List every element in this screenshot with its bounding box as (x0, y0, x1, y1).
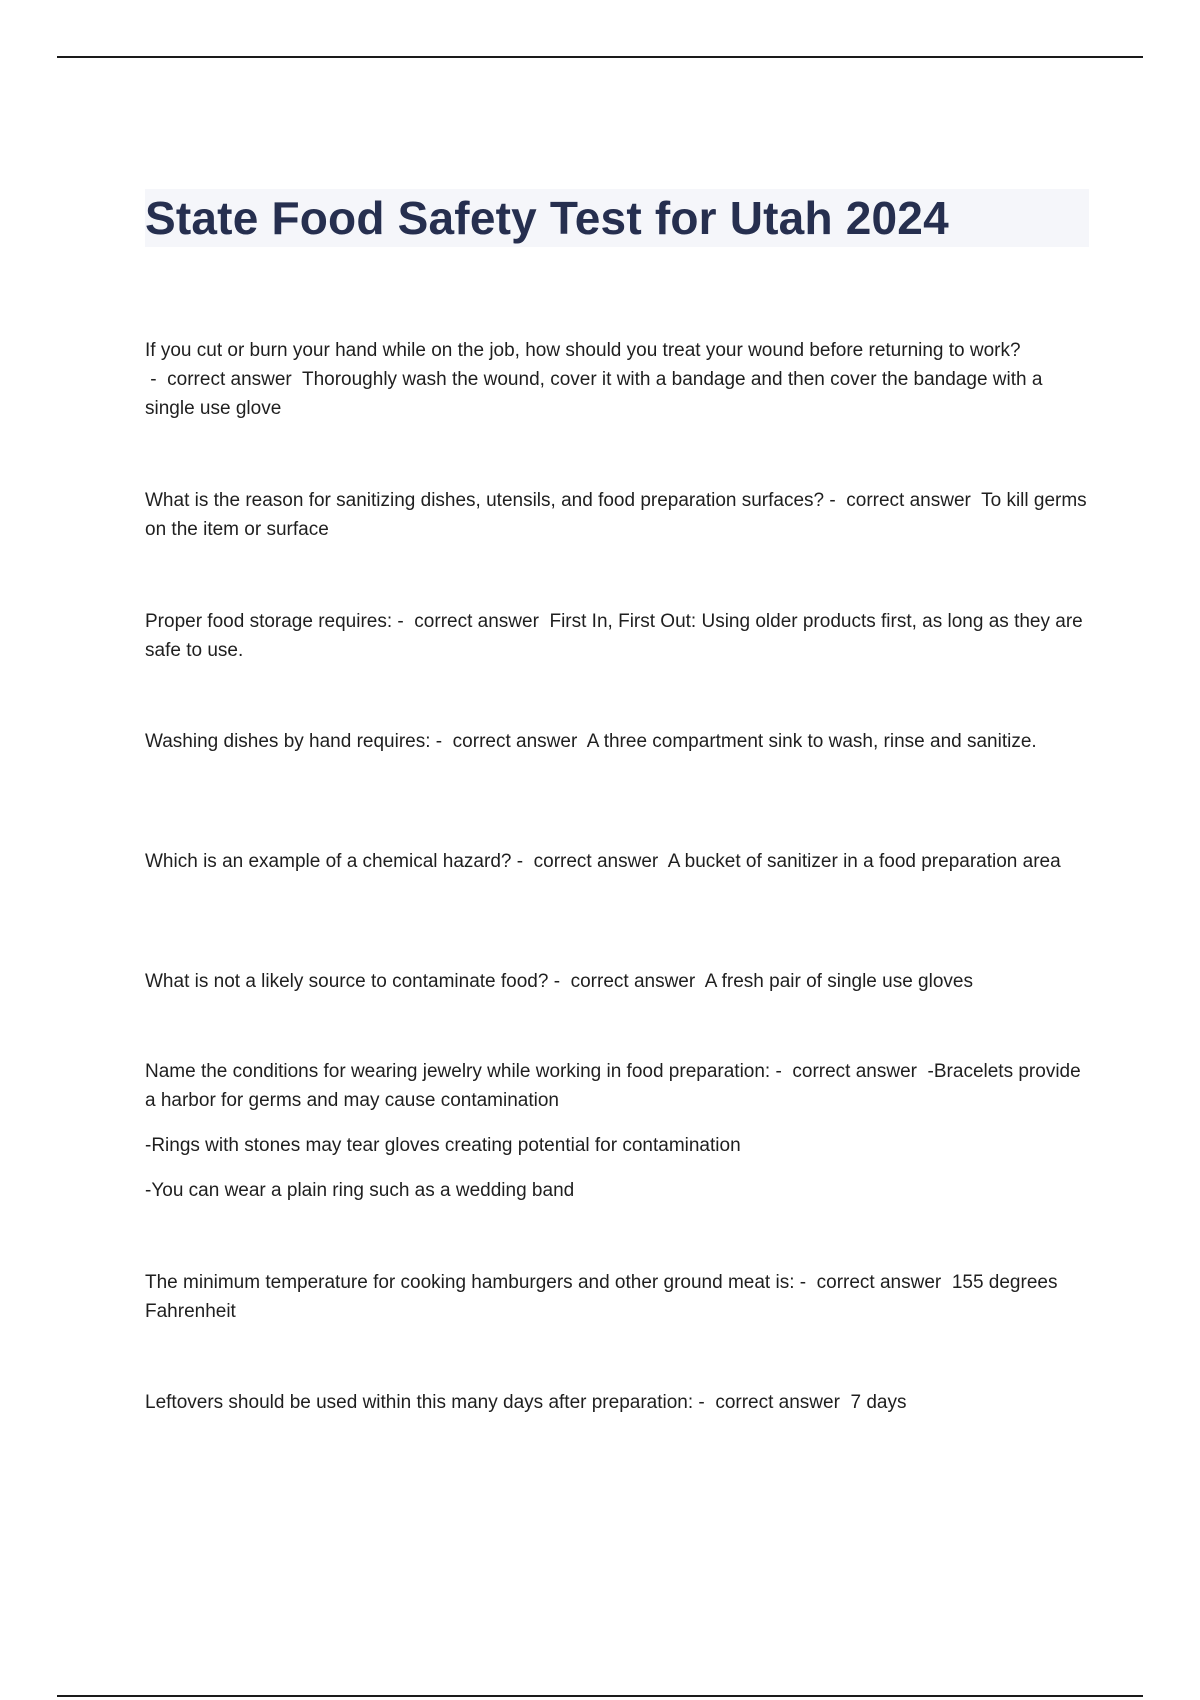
qa-text (145, 1057, 1095, 1115)
answer: 7 days (850, 1392, 907, 1413)
answer-line: -You can wear a plain ring such as a wedding band (145, 1180, 575, 1201)
answer: A bucket of sanitizer in a food preparation area (667, 851, 1061, 872)
answer: To kill germs on the item or surface (145, 490, 1087, 540)
question: The minimum temperature for cooking hamburgers and other ground meat is: (145, 1272, 795, 1293)
answer: -Bracelets provide a harbor for germs and may cause contamination (145, 1061, 1081, 1111)
question: Name the conditions for wearing jewelry while working in food preparation: (145, 1061, 771, 1082)
qa-text (145, 967, 1095, 996)
qa-item-9 (145, 1388, 1095, 1417)
answer: A fresh pair of single use gloves (704, 971, 973, 992)
bottom-rule (57, 1695, 1143, 1697)
question: What is the reason for sanitizing dishes, utensils, and food preparation surfaces? (145, 490, 825, 511)
answer-separator: - correct answer (511, 851, 668, 872)
qa-text (145, 847, 1095, 876)
qa-item-1 (145, 336, 1095, 423)
answer-separator: - correct answer (794, 1272, 952, 1293)
answer: A three compartment sink to wash, rinse and sanitize. (586, 731, 1037, 752)
qa-item-5 (145, 847, 1095, 876)
answer-separator: - correct answer (693, 1392, 851, 1413)
qa-item-6 (145, 967, 1095, 996)
question: Proper food storage requires: (145, 611, 393, 632)
answer: 155 degrees Fahrenheit (145, 1272, 1058, 1322)
qa-text (145, 486, 1095, 544)
qa-text (145, 727, 1095, 756)
qa-item-2 (145, 486, 1095, 544)
qa-item-4 (145, 727, 1095, 756)
answer-separator: - correct answer (392, 611, 550, 632)
question: If you cut or burn your hand while on the job, how should you treat your wound before returning to work? (145, 340, 1021, 361)
answer-separator: - correct answer (145, 369, 302, 390)
question: Which is an example of a chemical hazard? (145, 851, 512, 872)
answer-separator: - correct answer (824, 490, 982, 511)
question: Washing dishes by hand requires: (145, 731, 431, 752)
answer-separator: - correct answer (430, 731, 587, 752)
question: Leftovers should be used within this many days after preparation: (145, 1392, 694, 1413)
qa-text (145, 607, 1095, 665)
qa-item-3 (145, 607, 1095, 665)
qa-text (145, 1268, 1095, 1326)
document-title: State Food Safety Test for Utah 2024 (145, 192, 949, 244)
qa-item-8 (145, 1268, 1095, 1326)
question: What is not a likely source to contaminate food? (145, 971, 549, 992)
answer-separator: - correct answer (548, 971, 705, 992)
answer-line: -Rings with stones may tear gloves creating potential for contamination (145, 1135, 741, 1156)
answer: Thoroughly wash the wound, cover it with a bandage and then cover the bandage with a single use glove (145, 369, 1043, 419)
answer-separator: - correct answer (770, 1061, 928, 1082)
qa-item-7 (145, 1057, 1095, 1205)
top-rule (57, 56, 1143, 58)
answer: First In, First Out: Using older products first, as long as they are safe to use. (145, 611, 1083, 661)
qa-text (145, 336, 1095, 423)
qa-text (145, 1388, 1095, 1417)
title-band (145, 189, 1089, 247)
